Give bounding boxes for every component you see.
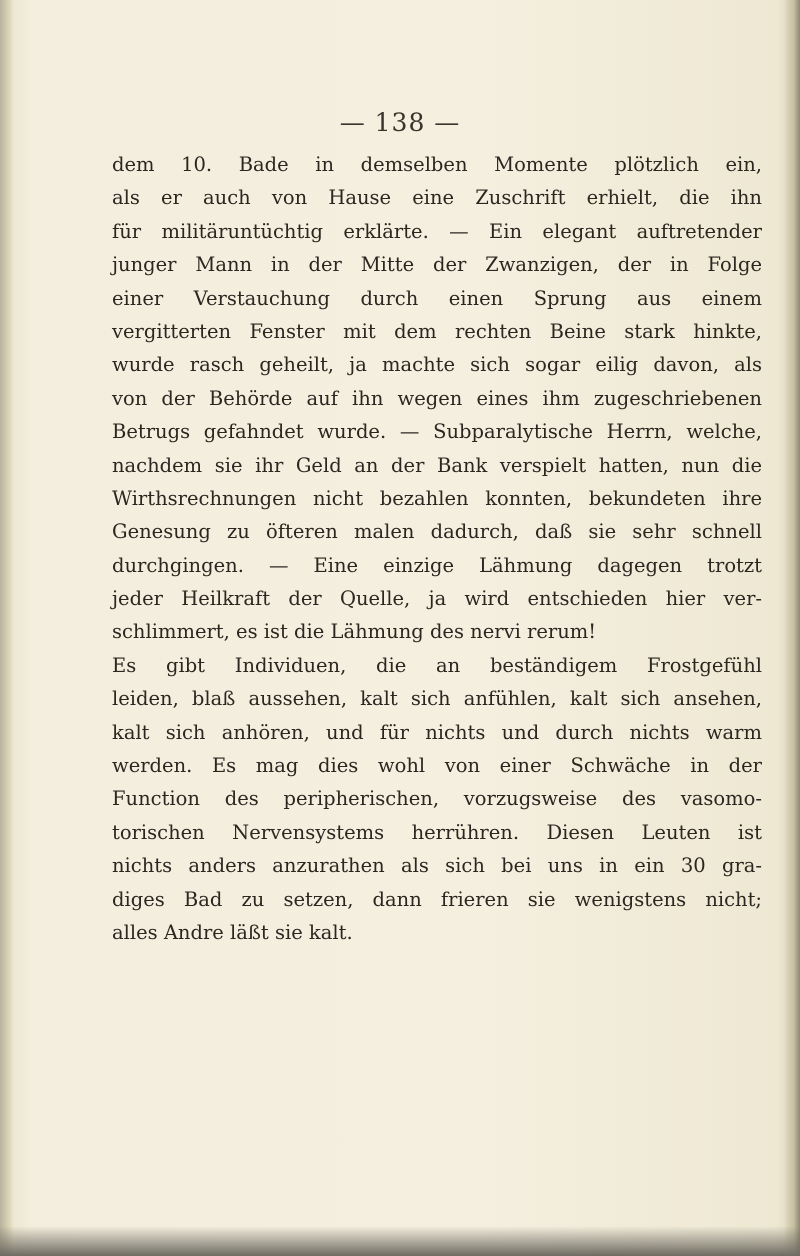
text-line: junger Mann in der Mitte der Zwanzigen, der in Folge [112,253,762,277]
text-line: durchgingen. — Eine einzige Lähmung dagegen trotzt [112,553,762,577]
page-bottom-shadow [0,1226,800,1256]
text-line: jeder Heilkraft der Quelle, ja wird entschieden hier ver- [112,587,762,611]
text-line: von der Behörde auf ihn wegen eines ihm zugeschriebenen [112,386,762,410]
text-line: Function des peripherischen, vorzugsweise des vasomo- [112,787,762,811]
text-line: kalt sich anhören, und für nichts und durch nichts warm [112,720,762,744]
text-line: leiden, blaß aussehen, kalt sich anfühlen, kalt sich ansehen, [112,687,762,711]
text-line: nichts anders anzurathen als sich bei uns in ein 30 gra- [112,854,762,878]
page-number: — 138 — [339,108,461,137]
text-line: torischen Nervensystems herrühren. Diesen Leuten ist [112,820,762,844]
text-line: nachdem sie ihr Geld an der Bank verspielt hatten, nun die [112,453,762,477]
text-line: werden. Es mag dies wohl von einer Schwäche in der [112,754,762,778]
text-line: diges Bad zu setzen, dann frieren sie wenigstens nicht; [112,887,762,911]
text-line: als er auch von Hause eine Zuschrift erhielt, die ihn [112,186,762,210]
page-right-edge [784,0,800,1256]
text-line: dem 10. Bade in demselben Momente plötzlich ein, [112,153,762,176]
text-line: vergitterten Fenster mit dem rechten Beine stark hinkte, [112,319,762,343]
text-line: alles Andre läßt sie kalt. [112,920,353,944]
text-line: Betrugs gefahndet wurde. — Subparalytische Herrn, welche, [112,420,762,444]
page-left-edge [0,0,14,1256]
text-line: einer Verstauchung durch einen Sprung aus einem [112,286,762,310]
text-line: Wirthsrechnungen nicht bezahlen konnten, bekundeten ihre [112,486,762,510]
text-line: Es gibt Individuen, die an beständigem Frostgefühl [112,653,762,677]
body-text [112,148,762,949]
text-line: wurde rasch geheilt, ja machte sich sogar eilig davon, als [112,353,762,377]
text-line: schlimmert, es ist die Lähmung des nervi rerum! [112,620,597,644]
text-line: für militäruntüchtig erklärte. — Ein elegant auftretender [112,219,762,243]
text-line: Genesung zu öfteren malen dadurch, daß sie sehr schnell [112,520,762,544]
